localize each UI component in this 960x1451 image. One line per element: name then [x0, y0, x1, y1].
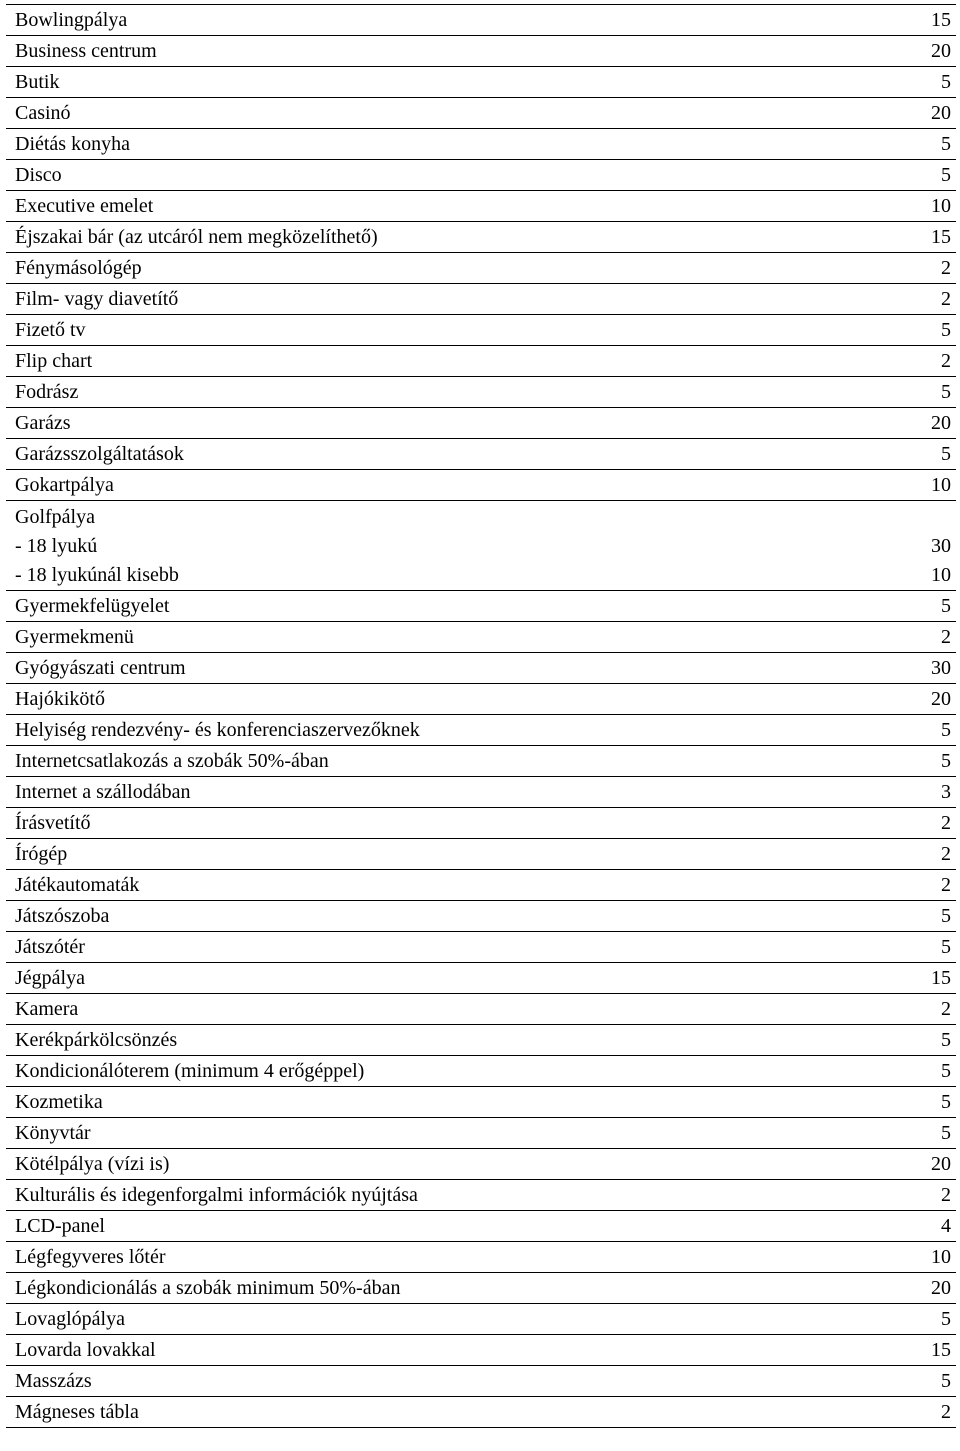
table-row: [6, 191, 956, 222]
row-value: 20: [886, 1273, 956, 1304]
table-row: [6, 1180, 956, 1211]
row-label: Játékautomaták: [6, 870, 886, 901]
row-label: Kondicionálóterem (minimum 4 erőgéppel): [6, 1056, 886, 1087]
table-row: [6, 1025, 956, 1056]
table-row: [6, 408, 956, 439]
row-label: Internet a szállodában: [6, 777, 886, 808]
row-value: 5: [886, 1304, 956, 1335]
row-label: Légfegyveres lőtér: [6, 1242, 886, 1273]
row-label: Executive emelet: [6, 191, 886, 222]
row-value: 20: [886, 36, 956, 67]
row-value: 20: [886, 684, 956, 715]
row-label: Írásvetítő: [6, 808, 886, 839]
row-value: 15: [886, 1335, 956, 1366]
row-value: 20: [886, 408, 956, 439]
row-value: 5: [886, 932, 956, 963]
table-row: [6, 346, 956, 377]
row-label: Golfpálya: [6, 501, 886, 533]
row-value: 5: [886, 746, 956, 777]
table-row: [6, 160, 956, 191]
table-row: [6, 808, 956, 839]
row-value: 15: [886, 963, 956, 994]
row-label: Könyvtár: [6, 1118, 886, 1149]
table-row: [6, 1304, 956, 1335]
row-label: Bowlingpálya: [6, 5, 886, 36]
table-row: [6, 1273, 956, 1304]
table-row: [6, 994, 956, 1025]
row-label: Gyermekmenü: [6, 622, 886, 653]
row-label: Masszázs: [6, 1366, 886, 1397]
row-label: Gokartpálya: [6, 470, 886, 501]
row-label: Fodrász: [6, 377, 886, 408]
row-value: 5: [886, 129, 956, 160]
row-label: Kötélpálya (vízi is): [6, 1149, 886, 1180]
table-row: [6, 1087, 956, 1118]
row-value: [886, 501, 956, 533]
table-row: [6, 1242, 956, 1273]
row-label: Lovarda lovakkal: [6, 1335, 886, 1366]
row-label: Internetcsatlakozás a szobák 50%-ában: [6, 746, 886, 777]
table-row: [6, 284, 956, 315]
table-row: [6, 870, 956, 901]
row-value: 5: [886, 1118, 956, 1149]
table-row: [6, 1056, 956, 1087]
row-value: 10: [886, 1242, 956, 1273]
row-label: Flip chart: [6, 346, 886, 377]
table-row: [6, 1366, 956, 1397]
row-value: 3: [886, 777, 956, 808]
table-row: [6, 715, 956, 746]
row-value: 2: [886, 1180, 956, 1211]
row-label: - 18 lyukú: [15, 535, 98, 557]
row-label: Garázsszolgáltatások: [6, 439, 886, 470]
row-value: 30: [886, 653, 956, 684]
row-label: Hajókikötő: [6, 684, 886, 715]
row-label: - 18 lyukúnál kisebb: [15, 564, 179, 586]
row-value: 4: [886, 1211, 956, 1242]
row-value: 10: [886, 191, 956, 222]
table-row: [6, 777, 956, 808]
row-label: Helyiség rendezvény- és konferenciaszervezőknek: [6, 715, 886, 746]
table-row: [6, 653, 956, 684]
row-value: 2: [886, 994, 956, 1025]
table-row: [6, 377, 956, 408]
row-label: Gyógyászati centrum: [6, 653, 886, 684]
row-label: Business centrum: [6, 36, 886, 67]
row-value: 5: [886, 901, 956, 932]
row-value: 5: [886, 377, 956, 408]
table-row: [6, 839, 956, 870]
row-label: Írógép: [6, 839, 886, 870]
row-label: Fénymásológép: [6, 253, 886, 284]
row-value: 5: [886, 439, 956, 470]
row-label: Kulturális és idegenforgalmi információk nyújtása: [6, 1180, 886, 1211]
table-row: [6, 36, 956, 67]
row-label: Kerékpárkölcsönzés: [6, 1025, 886, 1056]
table-row: [6, 1211, 956, 1242]
row-value: 5: [886, 1087, 956, 1118]
row-value: 10: [931, 564, 951, 586]
row-label: Jégpálya: [6, 963, 886, 994]
table-row: [6, 1335, 956, 1366]
points-table: [6, 4, 956, 1428]
row-label: Fizető tv: [6, 315, 886, 346]
row-value: 20: [886, 98, 956, 129]
table-row: [6, 1149, 956, 1180]
table-row: [6, 591, 956, 622]
row-value: 10: [886, 470, 956, 501]
table-row: [6, 963, 956, 994]
row-value: 5: [886, 315, 956, 346]
row-value: 2: [886, 346, 956, 377]
table-row: [6, 501, 956, 533]
table-row: [6, 932, 956, 963]
table-row: [6, 315, 956, 346]
row-value: 5: [886, 1025, 956, 1056]
row-label: Gyermekfelügyelet: [6, 591, 886, 622]
table-row: [6, 67, 956, 98]
row-label: Éjszakai bár (az utcáról nem megközelíthető): [6, 222, 886, 253]
table-row: [6, 746, 956, 777]
row-value: 5: [886, 591, 956, 622]
table-row: [6, 684, 956, 715]
row-label: Disco: [6, 160, 886, 191]
row-value: 2: [886, 1397, 956, 1428]
row-label: Kamera: [6, 994, 886, 1025]
row-label: Játszótér: [6, 932, 886, 963]
row-label: Casinó: [6, 98, 886, 129]
row-label: Lovaglópálya: [6, 1304, 886, 1335]
row-value: 20: [886, 1149, 956, 1180]
row-label: Légkondicionálás a szobák minimum 50%-ában: [6, 1273, 886, 1304]
row-value: 2: [886, 870, 956, 901]
row-value: 5: [886, 160, 956, 191]
table-row: [6, 470, 956, 501]
row-value: 5: [886, 715, 956, 746]
row-value: 15: [886, 222, 956, 253]
table-row: [6, 901, 956, 932]
table-row: [6, 439, 956, 470]
row-label: LCD-panel: [6, 1211, 886, 1242]
row-value: 5: [886, 1366, 956, 1397]
row-label: Garázs: [6, 408, 886, 439]
row-label: Diétás konyha: [6, 129, 886, 160]
table-subrow: [6, 561, 956, 591]
row-value: 2: [886, 839, 956, 870]
table-row: [6, 1118, 956, 1149]
row-value: 5: [886, 1056, 956, 1087]
table-row: [6, 253, 956, 284]
row-value: 5: [886, 67, 956, 98]
table-row: [6, 1397, 956, 1428]
row-value: 2: [886, 284, 956, 315]
table-row: [6, 5, 956, 36]
table-row: [6, 622, 956, 653]
row-label: Kozmetika: [6, 1087, 886, 1118]
row-value: 2: [886, 253, 956, 284]
row-label: Játszószoba: [6, 901, 886, 932]
row-label: Film- vagy diavetítő: [6, 284, 886, 315]
table-row: [6, 98, 956, 129]
table-row: [6, 222, 956, 253]
table-subrow: [6, 532, 956, 561]
row-value: 2: [886, 808, 956, 839]
row-value: 15: [886, 5, 956, 36]
row-value: 2: [886, 622, 956, 653]
row-value: 30: [931, 535, 951, 557]
row-label: Mágneses tábla: [6, 1397, 886, 1428]
table-row: [6, 129, 956, 160]
row-label: Butik: [6, 67, 886, 98]
